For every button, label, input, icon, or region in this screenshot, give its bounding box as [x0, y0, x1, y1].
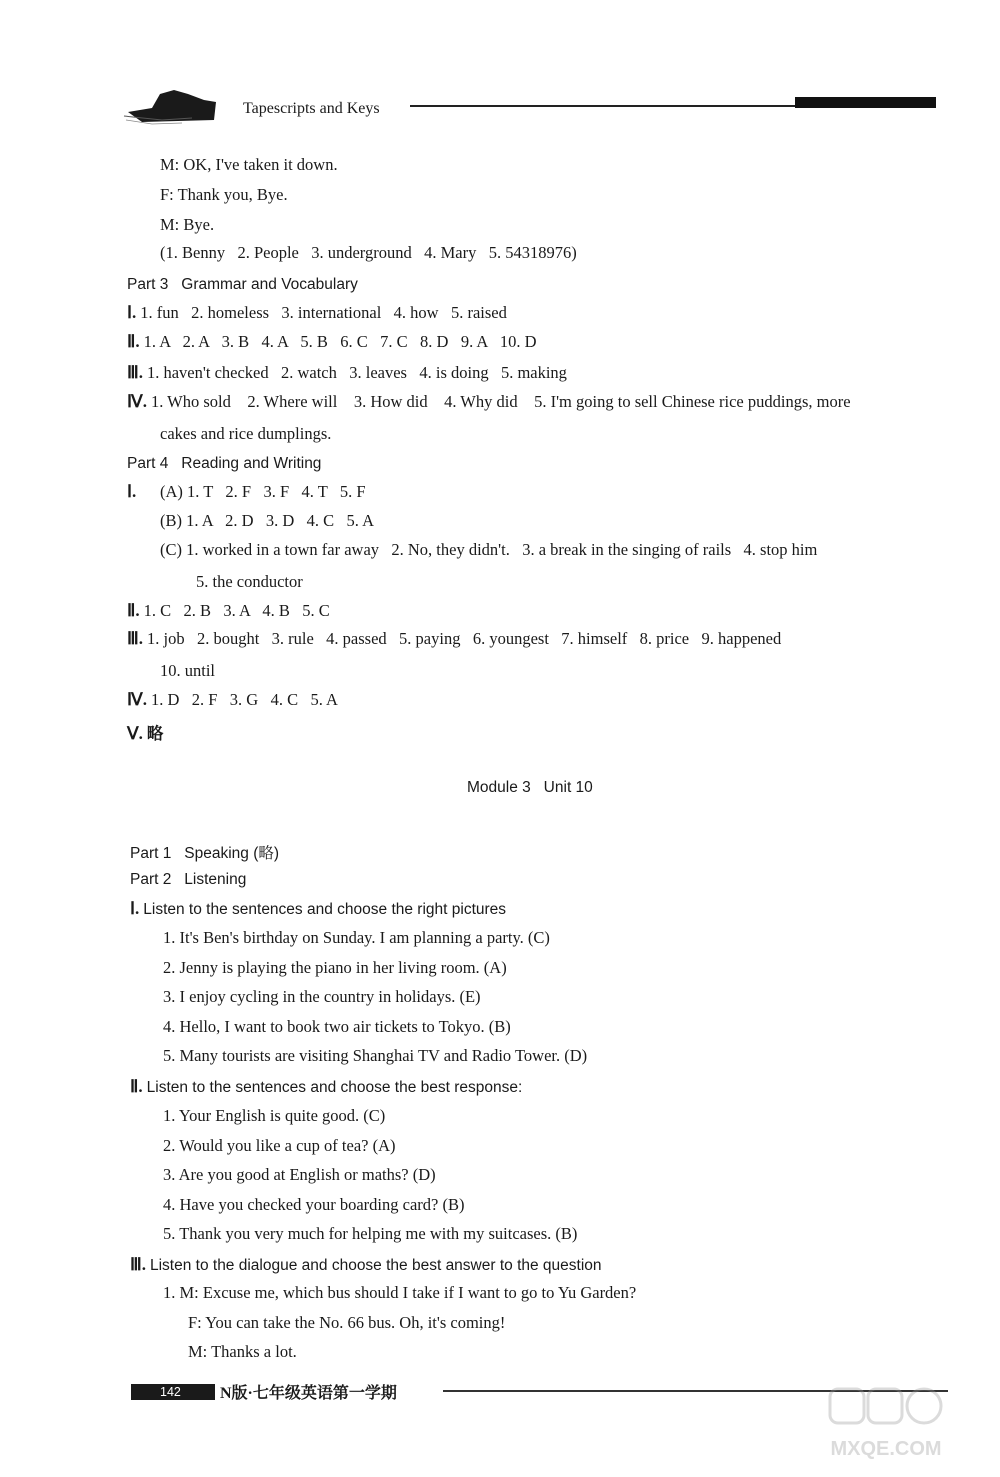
roman-numeral: Ⅱ.: [127, 332, 140, 351]
roman-numeral: Ⅴ.: [127, 724, 143, 743]
answer-text: 1. D 2. F 3. G 4. C 5. A: [150, 690, 338, 709]
part3-title: Part 3 Grammar and Vocabulary: [127, 276, 358, 293]
header-title: Tapescripts and Keys: [243, 100, 380, 117]
part3-item-1: [127, 303, 507, 323]
answer-text: 1. Who sold 2. Where will 3. How did 4. Why did 5. I'm going to sell Chinese rice puddings, more: [150, 392, 851, 411]
list-item: 3. I enjoy cycling in the country in holidays. (E): [163, 987, 481, 1006]
exercise-2-title: [130, 1077, 522, 1097]
roman-numeral: Ⅰ.: [130, 899, 140, 918]
part4-item-2: [127, 601, 330, 621]
page-number: 142: [160, 1385, 181, 1399]
answer-text: 1. fun 2. homeless 3. international 4. how 5. raised: [140, 303, 507, 322]
dialogue-line: 1. M: Excuse me, which bus should I take if I want to go to Yu Garden?: [163, 1283, 637, 1302]
book-title: N版·七年级英语第一学期: [220, 1385, 397, 1402]
dialogue-line: F: Thank you, Bye.: [160, 185, 288, 204]
roman-numeral: Ⅳ.: [127, 690, 147, 709]
answer-text: 1. haven't checked 2. watch 3. leaves 4. is doing 5. making: [146, 363, 567, 382]
part4-1-a: (A) 1. T 2. F 3. F 4. T 5. F: [160, 482, 366, 501]
part1-title: Part 1 Speaking (略): [130, 845, 280, 862]
dialogue-line: M: OK, I've taken it down.: [160, 155, 338, 174]
roman-numeral: Ⅱ.: [130, 1077, 143, 1096]
part4-item-5: [127, 720, 163, 744]
roman-numeral: Ⅰ.: [127, 303, 137, 322]
list-item: 5. Many tourists are visiting Shanghai TV and Radio Tower. (D): [163, 1046, 588, 1065]
answer-text: 1. A 2. A 3. B 4. A 5. B 6. C 7. C 8. D 9. A 10. D: [143, 332, 537, 351]
header-rule: [410, 105, 800, 107]
part4-item-3: [127, 629, 781, 649]
part4-title: Part 4 Reading and Writing: [127, 455, 322, 472]
exercise-instruction: Listen to the dialogue and choose the best answer to the question: [149, 1257, 602, 1274]
section-heading: Module 3 Unit 10: [467, 779, 593, 796]
part4-1-c-continuation: 5. the conductor: [196, 572, 303, 591]
roman-numeral: Ⅲ.: [127, 629, 143, 648]
roman-numeral: Ⅳ.: [127, 392, 147, 411]
part3-item-2: [127, 332, 536, 352]
dialogue-line: M: Bye.: [160, 215, 215, 234]
answer-text: 1. job 2. bought 3. rule 4. passed 5. paying 6. youngest 7. himself 8. price 9. happened: [146, 629, 782, 648]
part4-item-3-continuation: 10. until: [160, 661, 216, 680]
part2-title: Part 2 Listening: [130, 871, 247, 888]
list-item: 1. Your English is quite good. (C): [163, 1106, 386, 1125]
exercise-1-title: [130, 899, 506, 919]
list-item: 2. Would you like a cup of tea? (A): [163, 1136, 396, 1155]
list-item: 3. Are you good at English or maths? (D): [163, 1165, 436, 1184]
exercise-3-title: [130, 1255, 602, 1275]
list-item: 1. It's Ben's birthday on Sunday. I am planning a party. (C): [163, 928, 550, 947]
exercise-instruction: Listen to the sentences and choose the best response:: [146, 1079, 523, 1096]
part3-item-3: [127, 363, 567, 383]
roman-numeral: Ⅰ.: [127, 482, 137, 501]
header-ship-logo-icon: [122, 80, 222, 130]
exercise-instruction: Listen to the sentences and choose the right pictures: [143, 901, 507, 918]
header-bar: [795, 97, 936, 108]
answers-line: (1. Benny 2. People 3. underground 4. Mary 5. 54318976): [160, 243, 577, 262]
watermark-text: MXQE.COM: [830, 1438, 942, 1460]
part4-1-b: (B) 1. A 2. D 3. D 4. C 5. A: [160, 511, 375, 530]
dialogue-line: F: You can take the No. 66 bus. Oh, it's coming!: [188, 1313, 506, 1332]
part4-item-4: [127, 690, 338, 710]
roman-numeral: Ⅲ.: [127, 363, 143, 382]
dialogue-line: M: Thanks a lot.: [188, 1342, 297, 1361]
roman-numeral: Ⅲ.: [130, 1255, 146, 1274]
answer-text: 略: [146, 724, 164, 743]
watermark-logo-icon: [826, 1385, 946, 1469]
part4-1-c: (C) 1. worked in a town far away 2. No, they didn't. 3. a break in the singing of rails 4. stop him: [160, 540, 818, 559]
roman-numeral: Ⅱ.: [127, 601, 140, 620]
part3-item-4: [127, 392, 851, 412]
part3-item-4-continuation: cakes and rice dumplings.: [160, 424, 332, 443]
list-item: 4. Hello, I want to book two air tickets to Tokyo. (B): [163, 1017, 511, 1036]
list-item: 5. Thank you very much for helping me with my suitcases. (B): [163, 1224, 578, 1243]
list-item: 4. Have you checked your boarding card? (B): [163, 1195, 465, 1214]
answer-text: 1. C 2. B 3. A 4. B 5. C: [143, 601, 330, 620]
list-item: 2. Jenny is playing the piano in her living room. (A): [163, 958, 507, 977]
